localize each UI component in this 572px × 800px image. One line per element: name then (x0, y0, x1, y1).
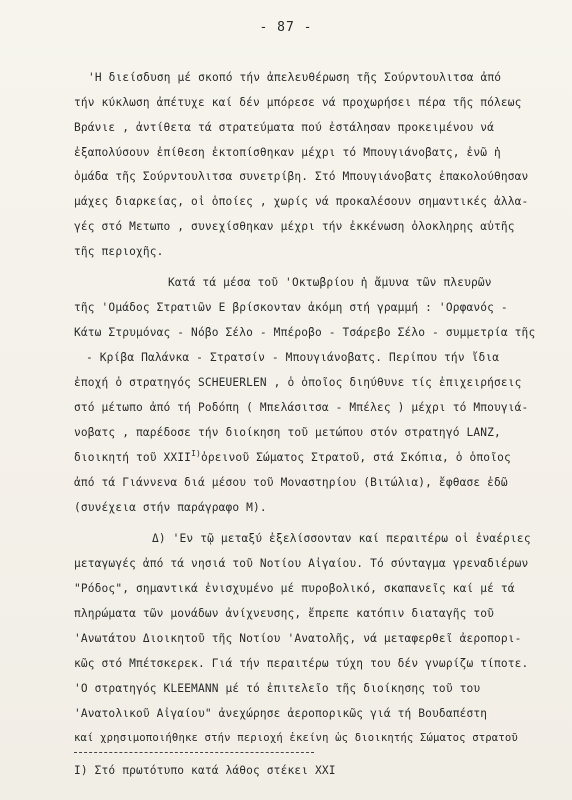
text-line: καί χρησιμοποιήθηκε στήν περιοχή ἐκείνη ὡς διοικητής Σώματος στρατοῦ (74, 732, 518, 744)
text-line: στό μέτωπο ἀπό τή Ροδόπη ( Μπελάσιτσα - Μπέλες ) μέχρι τό Μπουγιά- (74, 401, 529, 414)
footnote: I) Στό πρωτότυπο κατά λάθος στέκει XXI (74, 764, 336, 777)
text-line: μάχες διαρκείας, οἱ ὁποίες , χωρίς νά προκαλέσουν σημαντικές ἀλλα- (74, 195, 529, 208)
text-line: 'Ο στρατηγός KLEEMANN μέ τό ἐπιτελεῖο τῆς διοίκησης τοῦ του (74, 682, 481, 695)
line-text: διοικητή τοῦ XXII (74, 451, 192, 464)
text-line: ἐξαπολύσουν ἐπίθεση ἐκτοπίσθηκαν μέχρι τό Μπουγιάνοβατς, ἐνῶ ἡ (74, 146, 501, 159)
text-line: νοβατς , παρέδοσε τήν διοίκηση τοῦ μετώπου στόν στρατηγό LANZ, (74, 426, 501, 439)
footnote-marker: I) (191, 449, 201, 458)
paragraph-start-line: Δ) 'Εν τῷ μεταξύ ἐξελίσσονταν καί περαιτέρω οἱ ἐναέριες (152, 532, 531, 545)
text-line: - Κρίβα Παλάνκα - Στρατσίν - Μπουγιάνοβατς. Περίπου τήν ἴδια (86, 351, 500, 364)
line-text: ὀρεινοῦ Σώματος Στρατοῦ, στά Σκόπια, ὁ ὁποῖος (201, 451, 511, 464)
text-line: μεταγωγές ἀπό τά νησιά τοῦ Νοτίου Αἰγαίου. Τό σύνταγμα γρεναδιέρων (74, 557, 529, 570)
text-line: (συνέχεια στήν παράγραφο Μ). (74, 501, 267, 514)
text-line: "Ρόδος", σημαντικά ἐνισχυμένο μέ πυροβολικό, σκαπανεῖς καί μέ τά (74, 582, 515, 595)
text-line: ἀπό τά Γιάννενα διά μέσου τοῦ Μοναστηρίου (Βιτώλια), ἔφθασε ἐδῶ (74, 476, 508, 489)
text-line: πληρώματα τῶν μονάδων ἀνίχνευσης, ἔπρεπε κατόπιν διαταγῆς τοῦ (74, 607, 495, 620)
text-line: ἐποχή ὁ στρατηγός SCHEUERLEN , ὁ ὁποῖος διηύθυνε τίς ἐπιχειρήσεις (74, 376, 522, 389)
footnote-separator (74, 752, 314, 753)
text-line (74, 451, 511, 464)
text-line: 'Η διείσδυση μέ σκοπό τήν ἀπελευθέρωση τῆς Σούρντουλιτσα ἀπό (88, 71, 502, 84)
text-line: κῶς στό Μπέτσκερεκ. Γιά τήν περαιτέρω τύχη του δέν γνωρίζω τίποτε. (74, 657, 529, 670)
text-line: τῆς περιοχῆς. (74, 245, 164, 258)
text-line: 'Ανατολικοῦ Αἰγαίου" ἀνεχώρησε ἀεροπορικῶς γιά τή Βουδαπέστη (74, 707, 488, 720)
text-line: τήν κύκλωση ἀπέτυχε καί δέν μπόρεσε νά προχωρήσει πέρα τῆς πόλεως (74, 96, 522, 109)
text-line: Κάτω Στρυμόνας - Νόβο Σέλο - Μπέροβο - Τσάρεβο Σέλο - συμμετρία τῆς (74, 326, 536, 339)
page-number: - 87 - (259, 20, 313, 35)
paragraph-start-line: Κατά τά μέσα τοῦ 'Οκτωβρίου ἡ ἄμυνα τῶν πλευρῶν (168, 276, 492, 289)
text-line: γές στό Μετωπο , συνεχίσθηκαν μέχρι τήν ἐκκένωση ὁλοκληρης αὐτῆς (74, 220, 515, 233)
text-line: ὁμάδα τῆς Σούρντουλιτσα συνετρίβη. Στό Μπουγιάνοβατς ἐπακολούθησαν (74, 170, 529, 183)
text-line: Βράνιε , ἀντίθετα τά στρατεύματα πού ἐστάλησαν προκειμένου νά (74, 121, 495, 134)
text-line: τῆς 'Ομάδος Στρατιῶν Ε βρίσκονταν ἀκόμη στή γραμμή : 'Ορφανός - (74, 301, 508, 314)
text-line: 'Ανωτάτου Διοικητοῦ τῆς Νοτίου 'Ανατολῆς, νά μεταφερθεῖ ἀεροπορι- (74, 632, 522, 645)
